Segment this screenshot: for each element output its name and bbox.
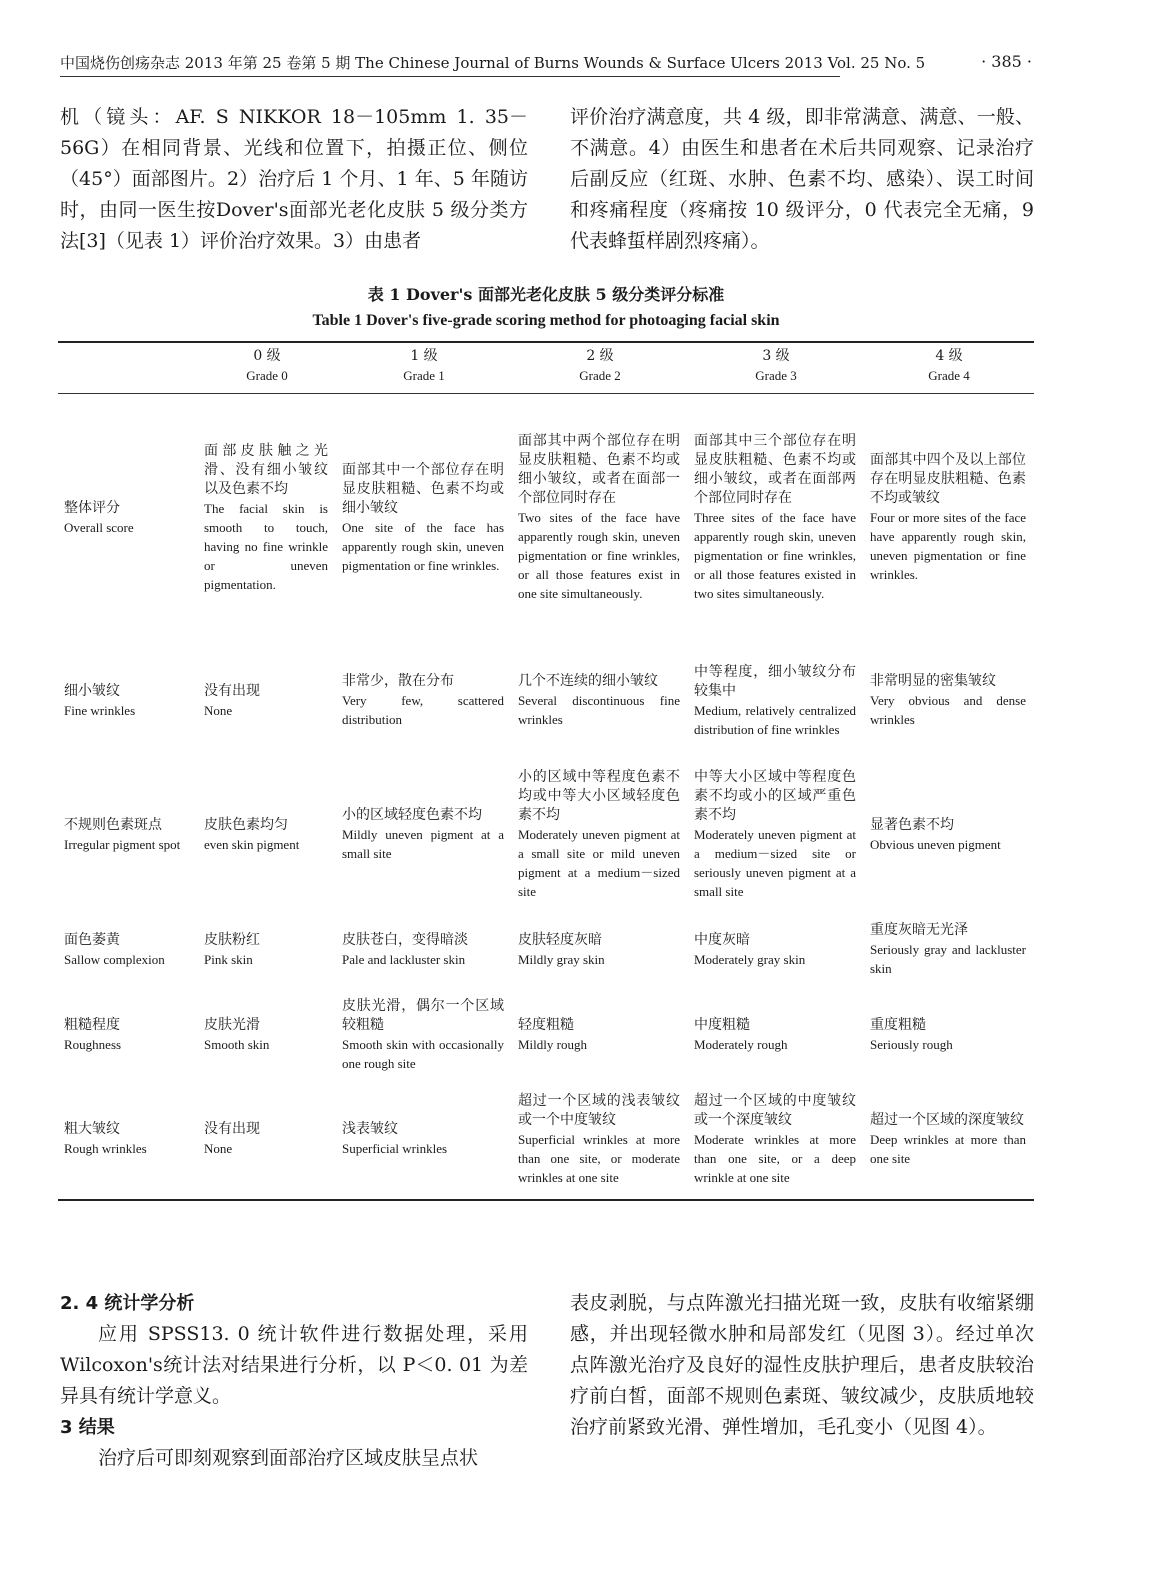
column-header-4: [688, 342, 864, 394]
top-left-paragraph: 机（镜头：AF. S NIKKOR 18－105mm 1. 35－56G）在相同背景、光线和位置下，拍摄正位、侧位（45°）面部图片。2）治疗后 1 个月、1 年、5 年随访时，由同一医生按Dover's面部光老化皮肤 5 级分类方法[3]（见表 1）评价治疗效果。3）由患者: [60, 106, 528, 252]
cell-text-zh: 面部皮肤触之光滑、没有细小皱纹以及色素不均: [204, 442, 328, 497]
column-header-zh: 2 级: [586, 348, 614, 364]
row-label-en: Rough wrinkles: [64, 1141, 147, 1156]
top-right-column: [570, 102, 1034, 257]
cell-text-en: Mildly uneven pigment at a small site: [342, 827, 504, 861]
table-cell: [512, 1080, 688, 1200]
cell-text-zh: 非常少，散在分布: [342, 673, 454, 689]
table-row: [58, 642, 1034, 760]
cell-text-en: Smooth skin: [204, 1036, 270, 1052]
table-cell: [688, 394, 864, 642]
table-cell: [198, 760, 336, 910]
cell-text-zh: 皮肤色素均匀: [204, 816, 288, 833]
row-label-zh: 不规则色素斑点: [64, 816, 162, 833]
cell-text-zh: 没有出现: [204, 682, 260, 699]
table-row: [58, 990, 1034, 1080]
table-cell: [864, 642, 1034, 760]
table-cell: [864, 990, 1034, 1080]
stats-paragraph: 应用 SPSS13. 0 统计软件进行数据处理，采用 Wilcoxon's统计法对结果进行分析，以 P＜0. 01 为差异具有统计学意义。: [60, 1323, 528, 1407]
cell-text-zh: 面部其中三个部位存在明显皮肤粗糙、色素不均或细小皱纹，或者在面部两个部位同时存在: [694, 433, 856, 507]
cell-text-en: Moderately rough: [694, 1036, 788, 1052]
row-label-zh: 整体评分: [64, 499, 120, 516]
table-cell: [512, 910, 688, 990]
row-label: [58, 760, 198, 910]
page-number: · 385 ·: [981, 52, 1032, 71]
cell-text-zh: 中等大小区域中等程度色素不均或小的区域严重色素不均: [694, 769, 856, 823]
cell-text-zh: 皮肤轻度灰暗: [518, 931, 602, 948]
cell-text-en: Obvious uneven pigment: [870, 836, 1001, 852]
cell-text-en: Deep wrinkles at more than one site: [870, 1131, 1026, 1166]
cell-text-en: Very obvious and dense wrinkles: [870, 693, 1026, 727]
cell-text-zh: 浅表皱纹: [342, 1121, 398, 1137]
row-label: [58, 1080, 198, 1200]
cell-text-zh: 小的区域轻度色素不均: [342, 807, 482, 823]
top-right-paragraph: 评价治疗满意度，共 4 级，即非常满意、满意、一般、不满意。4）由医生和患者在术后共同观察、记录治疗后副反应（红斑、水肿、色素不均、感染）、误工时间和疼痛程度（疼痛按 10 级评分，0 代表完全无痛，9 代表蜂蜇样剧烈疼痛）。: [570, 106, 1034, 252]
table-row: [58, 910, 1034, 990]
cell-text-en: Moderately uneven pigment at a small site or mild uneven pigment at a medium－sized site: [518, 827, 680, 899]
column-header-1: [198, 342, 336, 394]
table-row: [58, 394, 1034, 642]
table-cell: [688, 990, 864, 1080]
cell-text-en: Moderate wrinkles at more than one site, or a deep wrinkle at one site: [694, 1131, 856, 1185]
table-cell: [336, 642, 512, 760]
cell-text-en: Medium, relatively centralized distribution of fine wrinkles: [694, 702, 856, 737]
table-cell: [198, 990, 336, 1080]
cell-text-en: Moderately uneven pigment at a medium－sized site or seriously uneven pigment at a small site: [694, 827, 856, 899]
section-heading-3: 3 结果: [60, 1417, 115, 1438]
cell-text-en: Two sites of the face have apparently rough skin, uneven pigmentation or fine wrinkles, or all those features exist in one site simultaneously.: [518, 510, 680, 602]
table-cell: [336, 910, 512, 990]
table-header-row: [58, 342, 1034, 394]
table-cell: [512, 642, 688, 760]
table-cell: [864, 394, 1034, 642]
table-cell: [336, 1080, 512, 1200]
table-cell: [198, 394, 336, 642]
cell-text-en: Pink skin: [204, 951, 253, 967]
cell-text-zh: 小的区域中等程度色素不均或中等大小区域轻度色素不均: [518, 769, 680, 823]
journal-info: 中国烧伤创疡杂志 2013 年第 25 卷第 5 期 The Chinese Journal of Burns Wounds & Surface Ulcers 2013 Vol. 25 No. 5: [60, 54, 926, 72]
cell-text-zh: 面部其中四个及以上部位存在明显皮肤粗糙、色素不均或皱纹: [870, 452, 1026, 507]
table-cell: [512, 760, 688, 910]
table-row: [58, 1080, 1034, 1200]
table-caption-en: Table 1 Dover's five-grade scoring method for photoaging facial skin: [312, 312, 780, 329]
table-cell: [336, 990, 512, 1080]
row-label-zh: 粗大皱纹: [64, 1121, 120, 1137]
cell-text-en: Pale and lackluster skin: [342, 951, 466, 967]
cell-text-en: Seriously gray and lackluster skin: [870, 942, 1026, 976]
running-header: [60, 52, 1032, 80]
column-header-0: [58, 342, 198, 394]
cell-text-en: Several discontinuous fine wrinkles: [518, 693, 680, 727]
row-label: [58, 394, 198, 642]
row-label-en: Overall score: [64, 519, 134, 535]
column-header-zh: 3 级: [762, 348, 790, 364]
row-label-en: Sallow complexion: [64, 951, 165, 967]
table-caption-zh: 表 1 Dover's 面部光老化皮肤 5 级分类评分标准: [367, 285, 725, 304]
cell-text-zh: 几个不连续的细小皱纹: [518, 673, 658, 689]
column-header-en: Grade 4: [928, 368, 970, 383]
table-cell: [864, 1080, 1034, 1200]
cell-text-en: Smooth skin with occasionally one rough site: [342, 1036, 504, 1071]
table-cell: [688, 910, 864, 990]
cell-text-en: Mildly rough: [518, 1036, 587, 1052]
column-header-en: Grade 3: [755, 368, 797, 383]
cell-text-zh: 面部其中两个部位存在明显皮肤粗糙、色素不均或细小皱纹，或者在面部一个部位同时存在: [518, 433, 680, 507]
cell-text-zh: 皮肤苍白，变得暗淡: [342, 931, 468, 948]
cell-text-en: Mildly gray skin: [518, 951, 605, 967]
header-rule: [60, 76, 840, 77]
column-header-en: Grade 2: [579, 368, 621, 383]
cell-text-zh: 皮肤粉红: [204, 931, 260, 948]
top-left-column: [60, 102, 528, 257]
cell-text-en: None: [204, 702, 233, 718]
grading-table: [58, 341, 1034, 1201]
table-cell: [198, 910, 336, 990]
table-cell: [688, 642, 864, 760]
cell-text-en: Very few, scattered distribution: [342, 693, 504, 727]
table-body: [58, 394, 1034, 1200]
cell-text-zh: 皮肤光滑: [204, 1016, 260, 1033]
cell-text-zh: 轻度粗糙: [518, 1016, 574, 1033]
column-header-5: [864, 342, 1034, 394]
cell-text-zh: 没有出现: [204, 1121, 260, 1137]
cell-text-zh: 超过一个区域的深度皱纹: [870, 1111, 1024, 1128]
cell-text-zh: 重度粗糙: [870, 1016, 926, 1033]
table-cell: [336, 394, 512, 642]
bottom-left-column: [60, 1288, 528, 1474]
table-cell: [864, 910, 1034, 990]
row-label-en: Roughness: [64, 1036, 122, 1052]
row-label-zh: 细小皱纹: [64, 682, 120, 699]
cell-text-zh: 显著色素不均: [870, 816, 954, 833]
table-cell: [198, 1080, 336, 1200]
section-heading-2-4: 2. 4 统计学分析: [60, 1293, 195, 1314]
table-cell: [688, 1080, 864, 1200]
column-header-zh: 1 级: [410, 348, 438, 364]
cell-text-zh: 超过一个区域的中度皱纹或一个深度皱纹: [694, 1092, 856, 1128]
cell-text-en: The facial skin is smooth to touch, having no fine wrinkle or uneven pigmentation.: [204, 500, 328, 592]
column-header-zh: 4 级: [935, 348, 963, 364]
cell-text-en: Moderately gray skin: [694, 951, 806, 967]
cell-text-en: None: [204, 1141, 233, 1156]
bottom-right-column: [570, 1288, 1034, 1443]
table-cell: [198, 642, 336, 760]
cell-text-en: Three sites of the face have apparently rough skin, uneven pigmentation or fine wrinkles, or all those features existed in two sites simultaneously.: [694, 510, 856, 602]
column-header-zh: 0 级: [253, 348, 281, 364]
table-cell: [512, 990, 688, 1080]
cell-text-en: Superficial wrinkles at more than one site, or moderate wrinkles at one site: [518, 1131, 680, 1185]
row-label-zh: 粗糙程度: [64, 1016, 120, 1033]
row-label: [58, 990, 198, 1080]
cell-text-en: Seriously rough: [870, 1036, 953, 1052]
cell-text-zh: 中度粗糙: [694, 1016, 750, 1033]
cell-text-en: One site of the face has apparently rough skin, uneven pigmentation or fine wrinkles.: [342, 519, 504, 573]
table-cell: [336, 760, 512, 910]
cell-text-zh: 面部其中一个部位存在明显皮肤粗糙、色素不均或细小皱纹: [342, 461, 504, 516]
cell-text-en: even skin pigment: [204, 836, 300, 852]
cell-text-en: Four or more sites of the face have apparently rough skin, uneven pigmentation or fine wrinkles.: [870, 510, 1026, 583]
column-header-en: Grade 0: [246, 368, 288, 383]
table-cell: [864, 760, 1034, 910]
cell-text-zh: 非常明显的密集皱纹: [870, 673, 996, 689]
cell-text-en: Superficial wrinkles: [342, 1141, 448, 1156]
table-row: [58, 760, 1034, 910]
row-label: [58, 910, 198, 990]
cell-text-zh: 超过一个区域的浅表皱纹或一个中度皱纹: [518, 1092, 680, 1128]
cell-text-zh: 重度灰暗无光泽: [870, 922, 968, 938]
row-label-en: Fine wrinkles: [64, 702, 136, 718]
row-label-zh: 面色萎黄: [64, 931, 120, 948]
results-paragraph: 治疗后可即刻观察到面部治疗区域皮肤呈点状: [98, 1447, 479, 1469]
table-cell: [688, 760, 864, 910]
column-header-3: [512, 342, 688, 394]
row-label-en: Irregular pigment spot: [64, 836, 181, 852]
results-continued-paragraph: 表皮剥脱，与点阵激光扫描光斑一致，皮肤有收缩紧绷感，并出现轻微水肿和局部发红（见图 3）。经过单次点阵激光治疗及良好的湿性皮肤护理后，患者皮肤较治疗前白皙，面部不规则色素斑、皱纹减少，皮肤质地较治疗前紧致光滑、弹性增加，毛孔变小（见图 4）。: [570, 1292, 1034, 1438]
cell-text-zh: 中等程度，细小皱纹分布较集中: [694, 663, 856, 699]
column-header-2: [336, 342, 512, 394]
table-cell: [512, 394, 688, 642]
cell-text-zh: 中度灰暗: [694, 931, 750, 948]
row-label: [58, 642, 198, 760]
cell-text-zh: 皮肤光滑，偶尔一个区域较粗糙: [342, 997, 504, 1033]
column-header-en: Grade 1: [403, 368, 445, 383]
